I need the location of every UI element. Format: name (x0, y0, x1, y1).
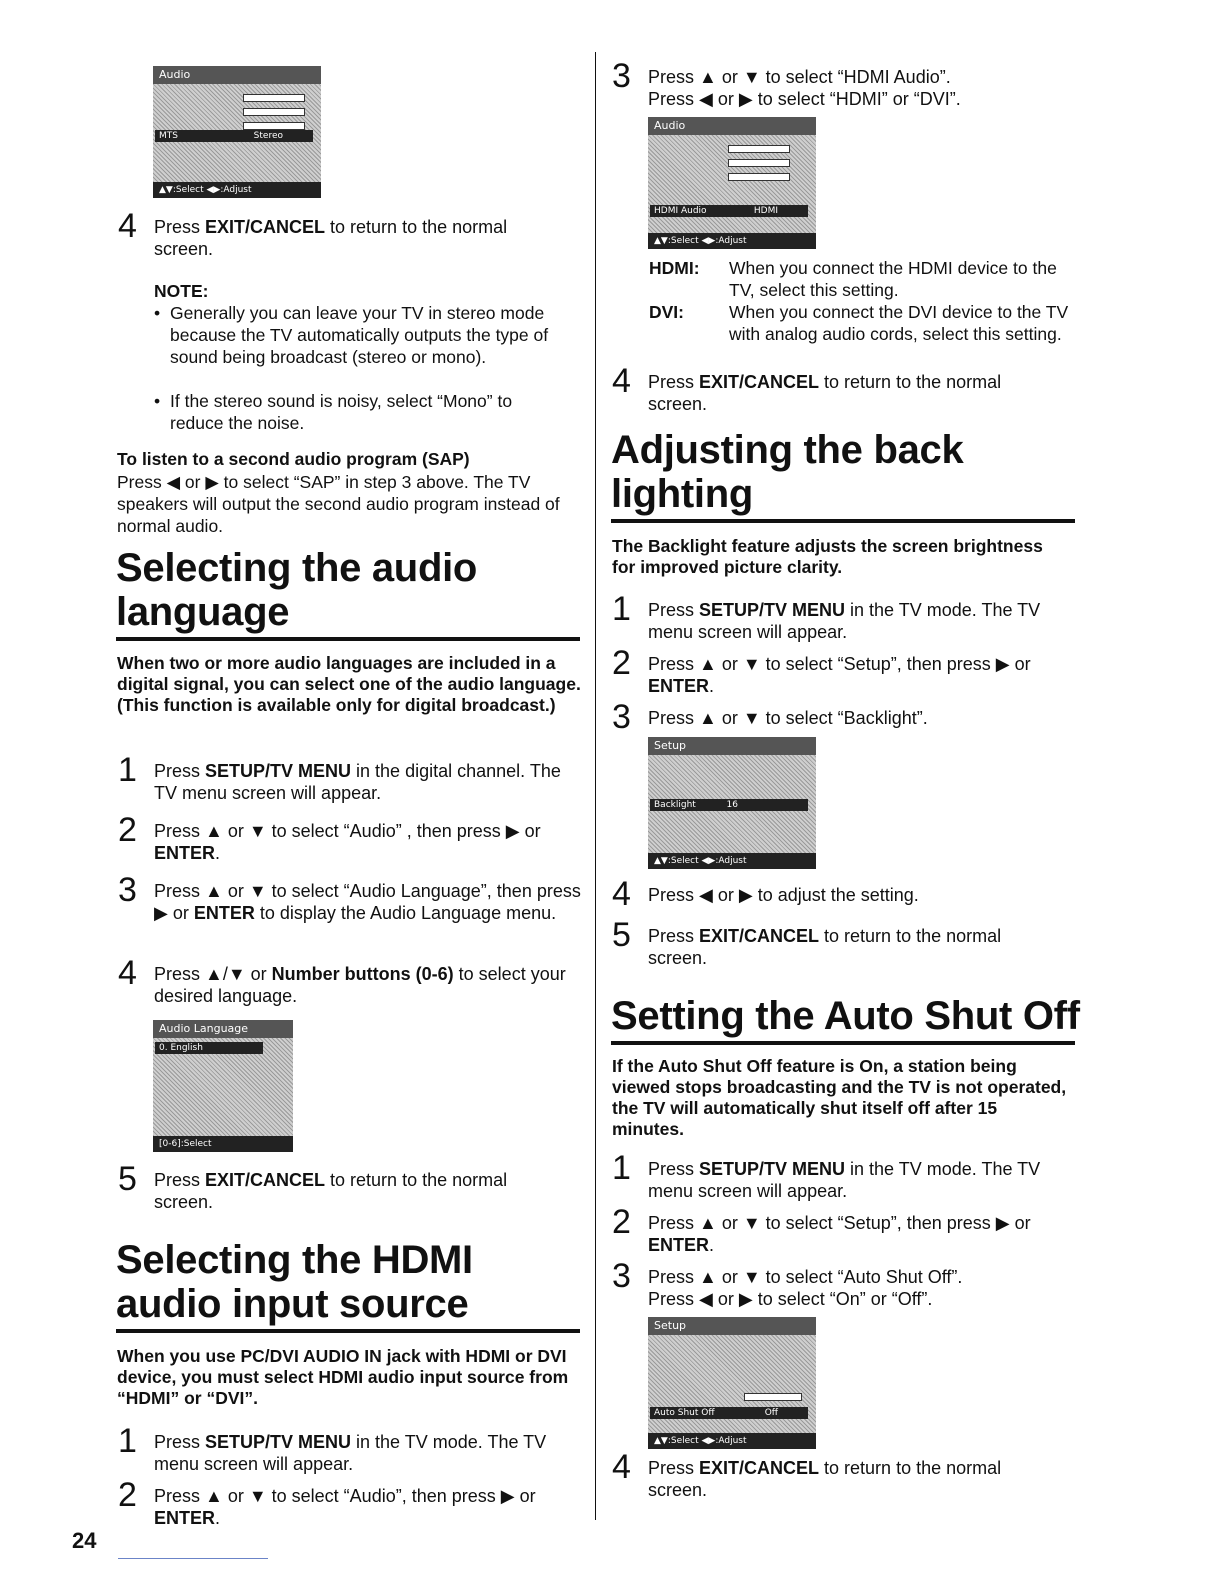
section-title: Adjusting the back lighting (611, 428, 964, 516)
page-number: 24 (72, 1528, 97, 1553)
screen-footer: ▲▼:Select ◀▶:Adjust (153, 182, 321, 198)
highlighted-row: 0. English (155, 1042, 263, 1054)
highlighted-row: Backlight 16 (650, 799, 808, 811)
hdmi-audio-screenshot: Audio HDMI Audio HDMI ▲▼:Select ◀▶:Adjust (648, 117, 816, 249)
highlighted-row (155, 130, 313, 142)
column-divider (595, 52, 596, 1520)
section-rule (611, 1041, 1075, 1045)
section-rule (116, 637, 580, 641)
audio-menu-screenshot (153, 66, 321, 198)
section-intro: When you use PC/DVI AUDIO IN jack with HDMI or DVI device, you must select HDMI audio input source from “HDMI” or “DVI”. (117, 1346, 569, 1408)
slider-bar (243, 122, 305, 130)
step-number: 4 (118, 207, 137, 245)
section-title: Selecting the HDMI audio input source (116, 1238, 473, 1326)
screen-footer: [0-6]:Select (153, 1136, 293, 1152)
setup-auto-shut-off-screenshot: Setup Auto Shut Off Off ▲▼:Select ◀▶:Adjust (648, 1317, 816, 1449)
row-value: Stereo (253, 131, 283, 141)
audio-language-screenshot (153, 1020, 293, 1152)
screen-title: Audio (153, 66, 321, 84)
sap-heading: To listen to a second audio program (SAP) (117, 449, 470, 469)
section-title: Setting the Auto Shut Off (611, 994, 1080, 1038)
slider-bar (243, 108, 305, 116)
section-rule (116, 1329, 580, 1333)
row-label: MTS (159, 131, 178, 141)
step-text: Press EXIT/CANCEL to return to the normal screen. (154, 217, 508, 259)
section-intro: If the Auto Shut Off feature is On, a station being viewed stops broadcasting and the TV is not operated, the TV will automatically shut itself off after 15 minutes. (612, 1056, 1067, 1139)
setup-backlight-screenshot: Setup Backlight 16 ▲▼:Select ◀▶:Adjust (648, 737, 816, 869)
slider-bar (243, 94, 305, 102)
sap-text: Press ◀ or ▶ to select “SAP” in step 3 above. The TV speakers will output the second audio program instead of normal audio. (117, 472, 560, 536)
section-intro: The Backlight feature adjusts the screen brightness for improved picture clarity. (612, 536, 1043, 577)
highlighted-row: HDMI Audio HDMI (650, 205, 808, 217)
section-rule (611, 519, 1075, 523)
footer-line (118, 1558, 268, 1559)
screen-title: Audio Language (153, 1020, 293, 1038)
note-heading: NOTE: (154, 281, 209, 301)
section-title: Selecting the audio language (116, 546, 478, 634)
section-intro: When two or more audio languages are included in a digital signal, you can select one of the audio language. (This function is available only for digital broadcast.) (117, 653, 581, 715)
screen-body (153, 84, 321, 182)
highlighted-row: Auto Shut Off Off (650, 1407, 808, 1419)
